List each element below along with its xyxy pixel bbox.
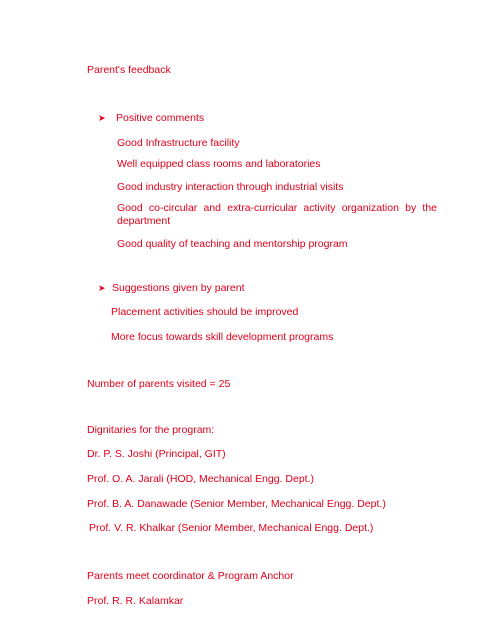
positive-comments-heading: Positive comments	[116, 112, 205, 124]
dignitary-name: Dr. P. S. Joshi (Principal, GIT)	[87, 448, 226, 460]
positive-comment-item: Good quality of teaching and mentorship program	[117, 238, 348, 250]
parents-visited-count: Number of parents visited = 25	[87, 378, 231, 390]
coordinator-name: Prof. R. R. Kalamkar	[87, 595, 184, 607]
arrow-bullet-icon: ➤	[98, 113, 106, 123]
page-title: Parent's feedback	[87, 64, 171, 76]
positive-comment-item: Well equipped class rooms and laboratories	[117, 158, 321, 170]
positive-comment-item: Good Infrastructure facility	[117, 137, 240, 149]
suggestion-item: Placement activities should be improved	[111, 306, 299, 318]
dignitary-name: Prof. O. A. Jarali (HOD, Mechanical Engg. Dept.)	[87, 473, 315, 485]
dignitary-name: Prof. V. R. Khalkar (Senior Member, Mechanical Engg. Dept.)	[89, 522, 374, 534]
coordinator-heading: Parents meet coordinator & Program Anchor	[87, 570, 294, 582]
dignitaries-heading: Dignitaries for the program:	[87, 424, 215, 436]
dignitary-name: Prof. B. A. Danawade (Senior Member, Mechanical Engg. Dept.)	[87, 498, 386, 510]
positive-comment-item: Good industry interaction through industrial visits	[117, 181, 344, 193]
positive-comment-item: Good co-circular and extra-curricular activity organization by the department	[117, 202, 437, 227]
suggestions-heading: Suggestions given by parent	[112, 282, 245, 294]
arrow-bullet-icon: ➤	[98, 283, 106, 293]
suggestion-item: More focus towards skill development programs	[111, 331, 334, 343]
